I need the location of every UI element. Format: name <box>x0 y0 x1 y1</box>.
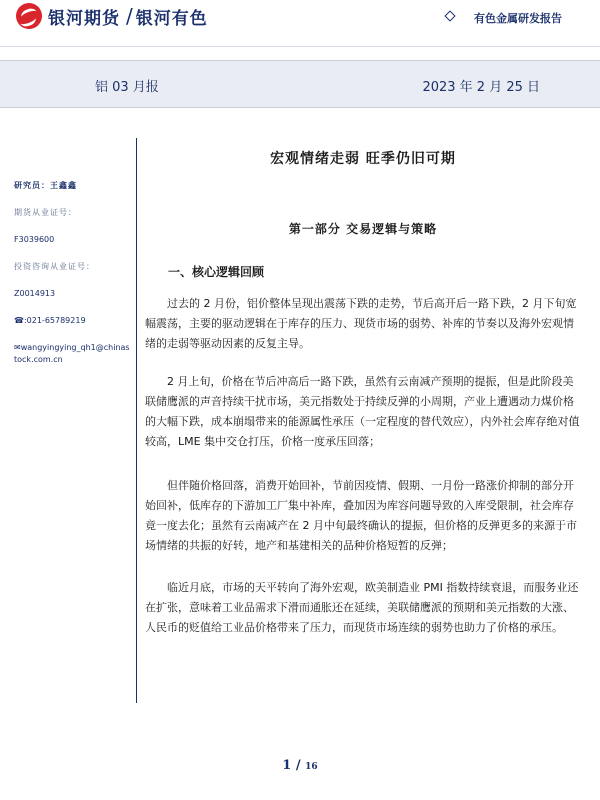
part-heading: 第一部分 交易逻辑与策略 <box>288 222 438 236</box>
invest-cert-number: Z0014913 <box>14 289 56 298</box>
paragraph: 但伴随价格回落，消费开始回补，节前因疫情、假期、一月份一路涨价抑制的部分开始回补，低库存的下游加工厂集中补库，叠加因为库容问题导致的入库受限制，社会库存竟一度去化；虽然有云南减产在 2 月中旬最终确认的提振，但价格的反弹更多的来源于市场情绪的共振的好转，地产和基建相关的品种价格短暂的反弹； <box>145 479 577 552</box>
futures-cert-number: F3039600 <box>14 235 55 244</box>
futures-cert-label: 期货从业证号： <box>14 208 77 217</box>
researcher-name: 研究员：王鑫鑫 <box>14 181 77 190</box>
report-type: 有色金属研发报告 <box>474 12 562 25</box>
report-name: 铝 03 月报 <box>95 80 159 95</box>
sub-brand-name: 银河有色 <box>135 8 208 29</box>
phone-number: ☎:021-65789219 <box>14 316 86 325</box>
report-header-band <box>0 60 600 108</box>
paragraph: 临近月底，市场的天平转向了海外宏观，欧美制造业 PMI 指数持续衰退，而服务业还在扩张，意味着工业品需求下滑而通胀还在延续，美联储鹰派的预期和美元指数的大涨、人民币的贬值给工业品价格带来了压力，而现货市场连续的弱势也助力了价格的承压。 <box>145 581 579 634</box>
brand-name: 银河期货 <box>48 8 120 29</box>
page-separator: / <box>295 758 301 773</box>
section-heading: 一、核心逻辑回顾 <box>168 265 265 279</box>
paragraph: 2 月上旬，价格在节后冲高后一路下跌，虽然有云南减产预期的提振，但是此阶段美联储鹰派的声音持续干扰市场，美元指数处于持续反弹的小周期，产业上遭遇动力煤价格的大幅下跌，成本崩塌带来的能源属性承压（一定程度的替代效应），内外社会库存绝对值较高，LME 集中交仓打压，价格一度承压回落； <box>145 375 580 448</box>
brand-logo <box>16 4 208 29</box>
brand-divider: / <box>126 4 133 28</box>
invest-cert-label: 投资咨询从业证号： <box>14 262 95 271</box>
diamond-icon <box>444 10 455 21</box>
paragraph: 过去的 2 月份，铝价整体呈现出震荡下跌的走势，节后高开后一路下跌，2 月下旬宽幅震荡，主要的驱动逻辑在于库存的压力、现货市场的弱势、补库的节奏以及海外宏观情绪的走弱等驱动因素的反复主导。 <box>145 297 577 350</box>
page-number <box>0 758 600 773</box>
sidebar-divider <box>136 138 137 703</box>
report-date: 2023 年 2 月 25 日 <box>422 80 540 95</box>
email-address[interactable]: ✉wangyingying_qh1@chinastock.com.cn <box>14 343 130 364</box>
brand-logo-icon <box>16 3 42 29</box>
report-title: 宏观情绪走弱 旺季仍旧可期 <box>270 151 456 167</box>
current-page: 1 <box>282 758 292 773</box>
author-sidebar <box>14 180 132 381</box>
top-bar <box>0 0 600 47</box>
total-pages: 16 <box>305 762 318 772</box>
